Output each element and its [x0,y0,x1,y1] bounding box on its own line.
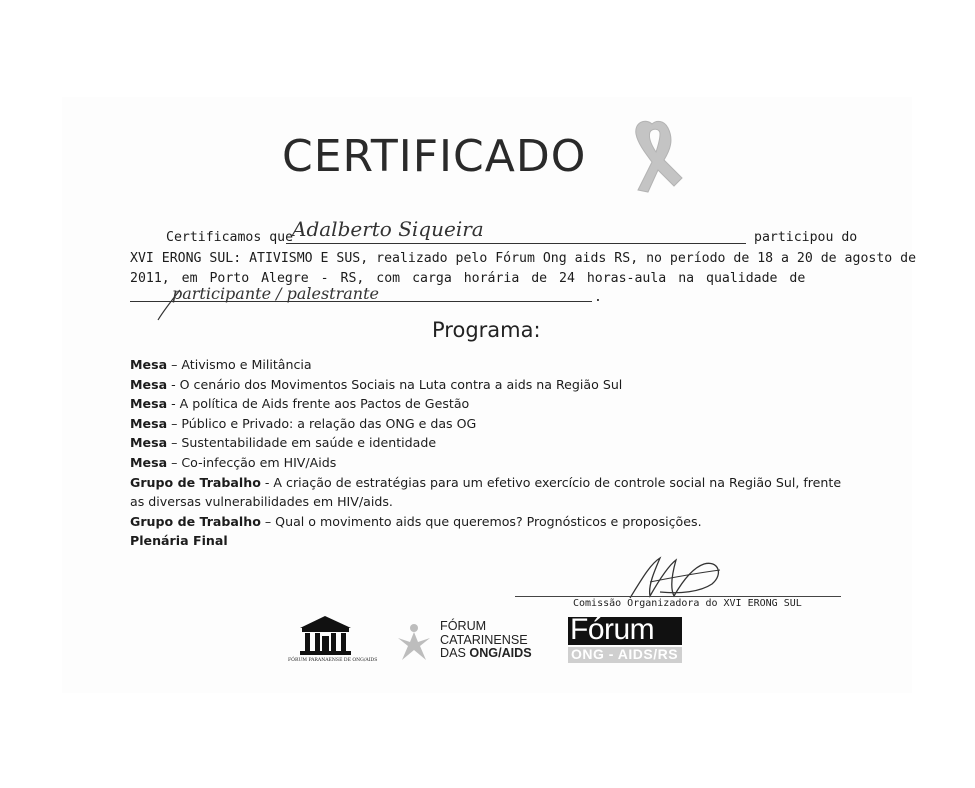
program-list [130,355,850,551]
program-item: Mesa - O cenário dos Movimentos Sociais na Luta contra a aids na Região Sul [130,376,623,392]
star-figure-icon [392,620,436,664]
intro-suffix: participou do [754,230,858,245]
role-period: . [594,290,602,305]
program-item: Plenária Final [130,533,228,549]
forum-parana-logo [288,614,378,668]
name-underline [286,243,746,244]
forum-logo-subtext: ONG - AIDS/RS [571,646,679,662]
forum-parana-caption: FÓRUM PARANAENSE DE ONG/AIDS [288,658,378,663]
forum-catarinense-logo [392,620,552,664]
handwritten-stroke [154,288,184,322]
program-item: Mesa – Público e Privado: a relação das ONG e das OG [130,415,477,431]
event-line: XVI ERONG SUL: ATIVISMO E SUS, realizado pelo Fórum Ong aids RS, no período de 18 a 20 de agosto de [130,251,917,266]
catarinense-line2: CATARINENSE [440,632,528,647]
program-item: Grupo de Trabalho – Qual o movimento aids que queremos? Prognósticos e proposições. [130,513,702,529]
signature-caption: Comissão Organizadora do XVI ERONG SUL [573,598,802,609]
program-item: Mesa – Sustentabilidade em saúde e identidade [130,435,437,451]
catarinense-line1: FÓRUM [440,619,487,633]
certificate-title: CERTIFICADO [282,131,587,182]
building-icon [298,614,353,658]
program-item: Grupo de Trabalho - A criação de estratégias para um efetivo exercício de controle social na Região Sul, frente [130,474,842,490]
program-title: Programa: [432,318,541,342]
participant-name: Adalberto Siqueira [292,217,484,241]
program-item-continuation: as diversas vulnerabilidades em HIV/aids. [130,494,393,510]
forum-ong-aids-rs-logo [568,613,682,665]
details-line: 2011, em Porto Alegre - RS, com carga horária de 24 horas-aula na qualidade de [130,271,806,286]
catarinense-line3-bold: ONG/AIDS [469,646,532,660]
program-item: Mesa - A política de Aids frente aos Pactos de Gestão [130,396,470,412]
program-item: Mesa – Co-infecção em HIV/Aids [130,454,337,470]
awareness-ribbon-icon [628,116,690,194]
intro-prefix: Certificamos que [166,230,294,245]
catarinense-line3-prefix: DAS [440,646,470,660]
signature-line [515,596,841,597]
program-item: Mesa – Ativismo e Militância [130,357,312,372]
participant-role: participante / palestrante [172,284,379,303]
forum-logo-text: Fórum [570,613,655,646]
